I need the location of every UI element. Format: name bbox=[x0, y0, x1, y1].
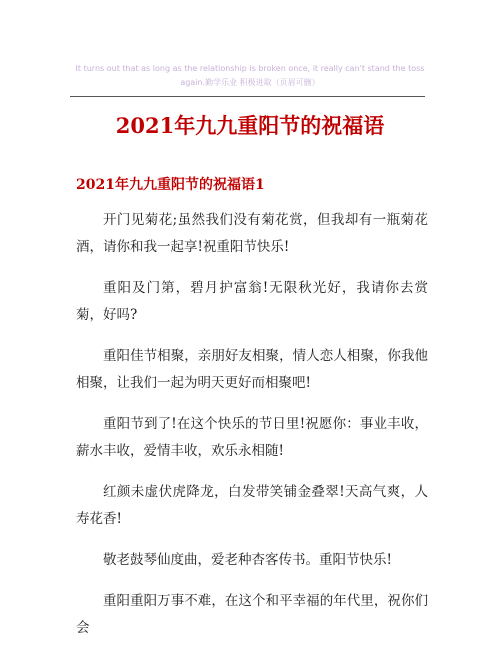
paragraph: 重阳重阳万事不难，在这个和平幸福的年代里，祝你们会 bbox=[76, 593, 428, 636]
document-body bbox=[76, 207, 428, 656]
header-note: It turns out that as long as the relationship is broken once, it really can't stand the toss again.勤学乐业 积极进取（页眉可删） bbox=[75, 64, 425, 87]
paragraph: 重阳节到了!在这个快乐的节日里!祝愿你：事业丰收，薪水丰收，爱情丰收，欢乐永相随! bbox=[76, 416, 428, 459]
paragraph: 红颜未虚伏虎降龙，白发带笑铺金叠翠!天高气爽，人寿花香! bbox=[76, 484, 428, 527]
paragraph: 重阳及门第，碧月护富翁!无限秋光好，我请你去赏菊，好吗? bbox=[76, 280, 428, 323]
paragraph: 敬老鼓琴仙度曲，爱老种杏客传书。重阳节快乐! bbox=[103, 552, 392, 568]
document-title: 2021年九九重阳节的祝福语 bbox=[115, 113, 385, 138]
paragraph: 开门见菊花;虽然我们没有菊花赏，但我却有一瓶菊花酒，请你和我一起享!祝重阳节快乐! bbox=[76, 212, 428, 255]
section-heading: 2021年九九重阳节的祝福语1 bbox=[76, 177, 265, 193]
header-divider bbox=[70, 96, 425, 97]
paragraph: 重阳佳节相聚，亲朋好友相聚，情人恋人相聚，你我他相聚，让我们一起为明天更好而相聚吧! bbox=[76, 348, 428, 391]
